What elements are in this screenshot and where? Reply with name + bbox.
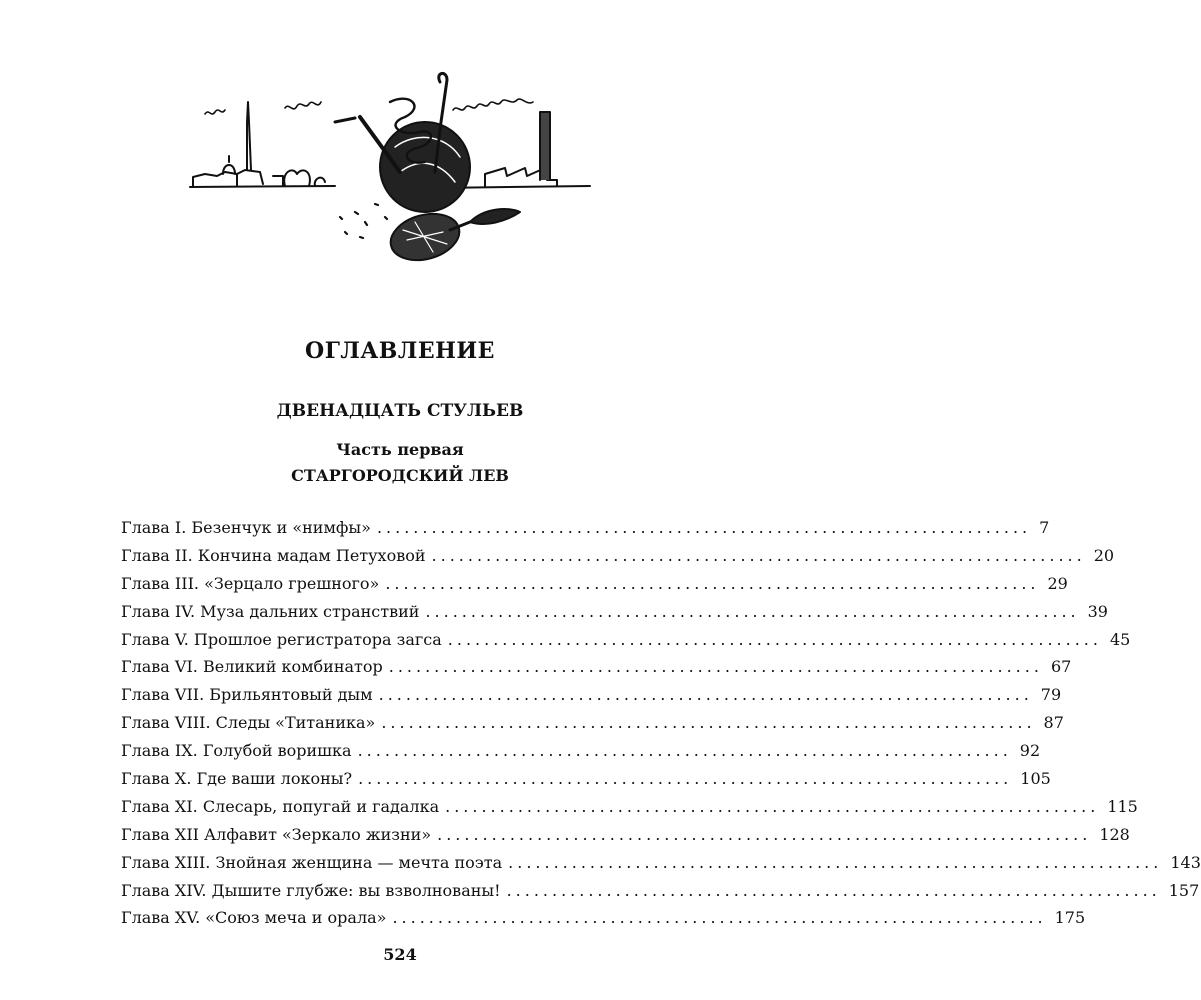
toc-entry[interactable]: [121, 685, 1062, 713]
toc-entry[interactable]: [121, 657, 1072, 685]
toc-chapter-title: Глава XI. Слесарь, попугай и гадалка: [121, 796, 440, 816]
toc-chapter-title: Глава III. «Зерцало грешного»: [121, 573, 380, 593]
toc-entry[interactable]: [121, 880, 1200, 909]
debris: [340, 204, 387, 238]
toc-chapter-title: Глава VII. Брильянтовый дым: [121, 685, 373, 705]
toc-entry[interactable]: [121, 629, 1131, 658]
toc-leader-dots: ........................................................................: [425, 601, 1080, 621]
book-title: ДВЕНАДЦАТЬ СТУЛЬЕВ: [276, 401, 524, 421]
toc-entry[interactable]: [121, 796, 1138, 825]
toc-page-number: 7: [1039, 518, 1050, 537]
toc-leader-dots: ........................................................................: [392, 908, 1047, 928]
smoke-right: [453, 99, 533, 110]
toc-page-number: 29: [1047, 573, 1068, 593]
toc-leader-dots: ........................................................................: [506, 880, 1161, 900]
page-title: ОГЛАВЛЕНИЕ: [305, 338, 495, 364]
toc-entry[interactable]: [121, 769, 1051, 797]
toc-leader-dots: ........................................................................: [431, 545, 1086, 565]
page-number: 524: [383, 945, 417, 964]
part-title: СТАРГОРОДСКИЙ ЛЕВ: [291, 466, 509, 485]
toc-chapter-title: Глава VIII. Следы «Титаника»: [121, 713, 376, 733]
smoke-left: [205, 102, 321, 114]
toc-chapter-title: Глава IX. Голубой воришка: [121, 741, 352, 761]
toc-page-number: 105: [1020, 769, 1051, 789]
chapter-illustration: [185, 62, 605, 277]
toc-page-number: 143: [1170, 852, 1201, 872]
chair-seat: [380, 122, 470, 212]
trees: [284, 170, 325, 186]
toc-chapter-title: Глава X. Где ваши локоны?: [121, 769, 353, 789]
chimney: [540, 112, 550, 180]
chair-fragment: [470, 209, 520, 224]
toc-leader-dots: ........................................................................: [437, 824, 1092, 844]
toc-leader-dots: ........................................................................: [381, 713, 1036, 733]
spire: [247, 102, 251, 170]
toc-page-number: 157: [1168, 880, 1200, 900]
toc-entry[interactable]: [121, 824, 1130, 853]
toc-entry[interactable]: [121, 573, 1068, 602]
toc-page-number: 115: [1107, 796, 1138, 816]
toc-page-number: 175: [1054, 908, 1086, 928]
toc-chapter-title: Глава XV. «Союз меча и орала»: [121, 908, 387, 928]
toc-page-number: 20: [1093, 545, 1115, 565]
toc-page-number: 128: [1099, 824, 1130, 844]
toc-leader-dots: ........................................................................: [385, 573, 1040, 593]
toc-chapter-title: Глава II. Кончина мадам Петуховой: [121, 545, 426, 565]
toc-leader-dots: ........................................................................: [358, 769, 1013, 789]
toc-entry[interactable]: [121, 518, 1050, 546]
toc-chapter-title: Глава VI. Великий комбинатор: [121, 657, 383, 677]
toc-entry[interactable]: [121, 601, 1108, 630]
table-of-contents: [121, 518, 1201, 936]
toc-page-number: 39: [1087, 601, 1108, 621]
toc-entry[interactable]: [121, 852, 1201, 881]
part-label: Часть первая: [336, 440, 464, 459]
toc-leader-dots: ........................................................................: [357, 741, 1012, 761]
toc-chapter-title: Глава XIII. Знойная женщина — мечта поэта: [121, 852, 503, 872]
toc-chapter-title: Глава XII Алфавит «Зеркало жизни»: [121, 824, 432, 844]
skyline-left: [193, 170, 263, 187]
toc-leader-dots: ........................................................................: [445, 796, 1100, 816]
toc-page-number: 45: [1109, 629, 1131, 649]
toc-page-number: 67: [1050, 657, 1072, 677]
toc-leader-dots: ........................................................................: [378, 685, 1033, 705]
toc-page-number: 92: [1019, 741, 1041, 761]
toc-leader-dots: ........................................................................: [508, 852, 1163, 872]
toc-leader-dots: ........................................................................: [376, 518, 1032, 537]
toc-chapter-title: Глава IV. Муза дальних странствий: [121, 601, 420, 621]
toc-entry[interactable]: [121, 741, 1041, 769]
toc-entry[interactable]: [121, 713, 1064, 741]
toc-entry[interactable]: [121, 545, 1115, 574]
toc-leader-dots: ........................................................................: [388, 657, 1043, 677]
toc-leader-dots: ........................................................................: [447, 629, 1102, 649]
toc-chapter-title: Глава XIV. Дышите глубже: вы взволнованы!: [121, 880, 501, 900]
toc-page-number: 79: [1040, 685, 1062, 705]
toc-page-number: 87: [1043, 713, 1064, 733]
toc-entry[interactable]: [121, 908, 1086, 936]
toc-chapter-title: Глава I. Безенчук и «нимфы»: [121, 518, 371, 537]
toc-chapter-title: Глава V. Прошлое регистратора загса: [121, 629, 442, 649]
